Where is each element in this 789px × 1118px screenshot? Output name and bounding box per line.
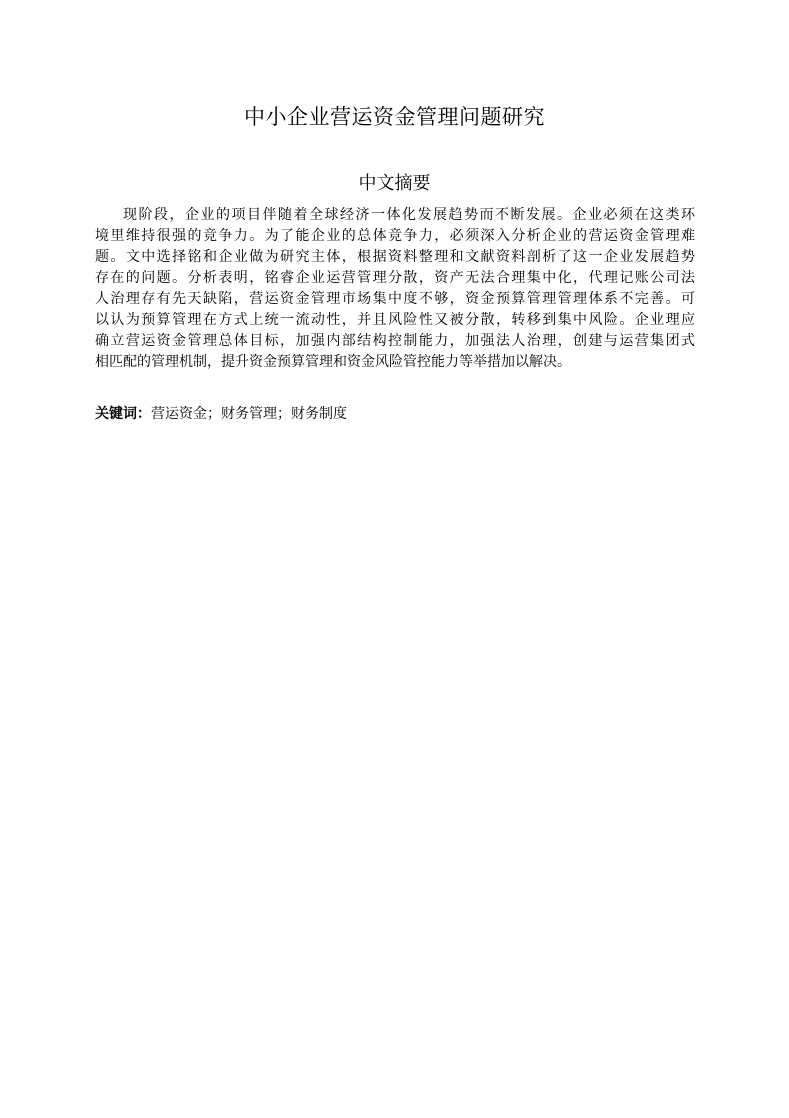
abstract-line: 相匹配的管理机制，提升资金预算管理和资金风险管控能力等举措加以解决。 (95, 354, 571, 370)
keywords-row (95, 404, 695, 425)
keywords-label: 关键词： (95, 406, 151, 422)
abstract-line: 题。文中选择铭和企业做为研究主体，根据资料整理和文献资料剖析了这一企业发展趋势 (95, 249, 695, 265)
keywords-text: 营运资金；财务管理；财务制度 (151, 406, 347, 422)
abstract-line: 人治理存有先天缺陷，营运资金管理市场集中度不够，资金预算管理管理体系不完善。可 (95, 291, 695, 307)
abstract-line: 存在的问题。分析表明，铭睿企业运营管理分散，资产无法合理集中化，代理记账公司法 (95, 270, 695, 286)
abstract-line: 以认为预算管理在方式上统一流动性，并且风险性又被分散，转移到集中风险。企业理应 (95, 312, 695, 328)
abstract-line: 现阶段，企业的项目伴随着全球经济一体化发展趋势而不断发展。企业必须在这类环 (123, 207, 695, 223)
abstract-line: 确立营运资金管理总体目标，加强内部结构控制能力，加强法人治理，创建与运营集团式 (95, 333, 695, 349)
abstract-line: 境里维持很强的竞争力。为了能企业的总体竞争力，必须深入分析企业的营运资金管理难 (95, 228, 695, 244)
abstract-paragraph (95, 205, 695, 373)
document-title: 中小企业营运资金管理问题研究 (244, 105, 545, 129)
abstract-heading: 中文摘要 (358, 173, 431, 194)
